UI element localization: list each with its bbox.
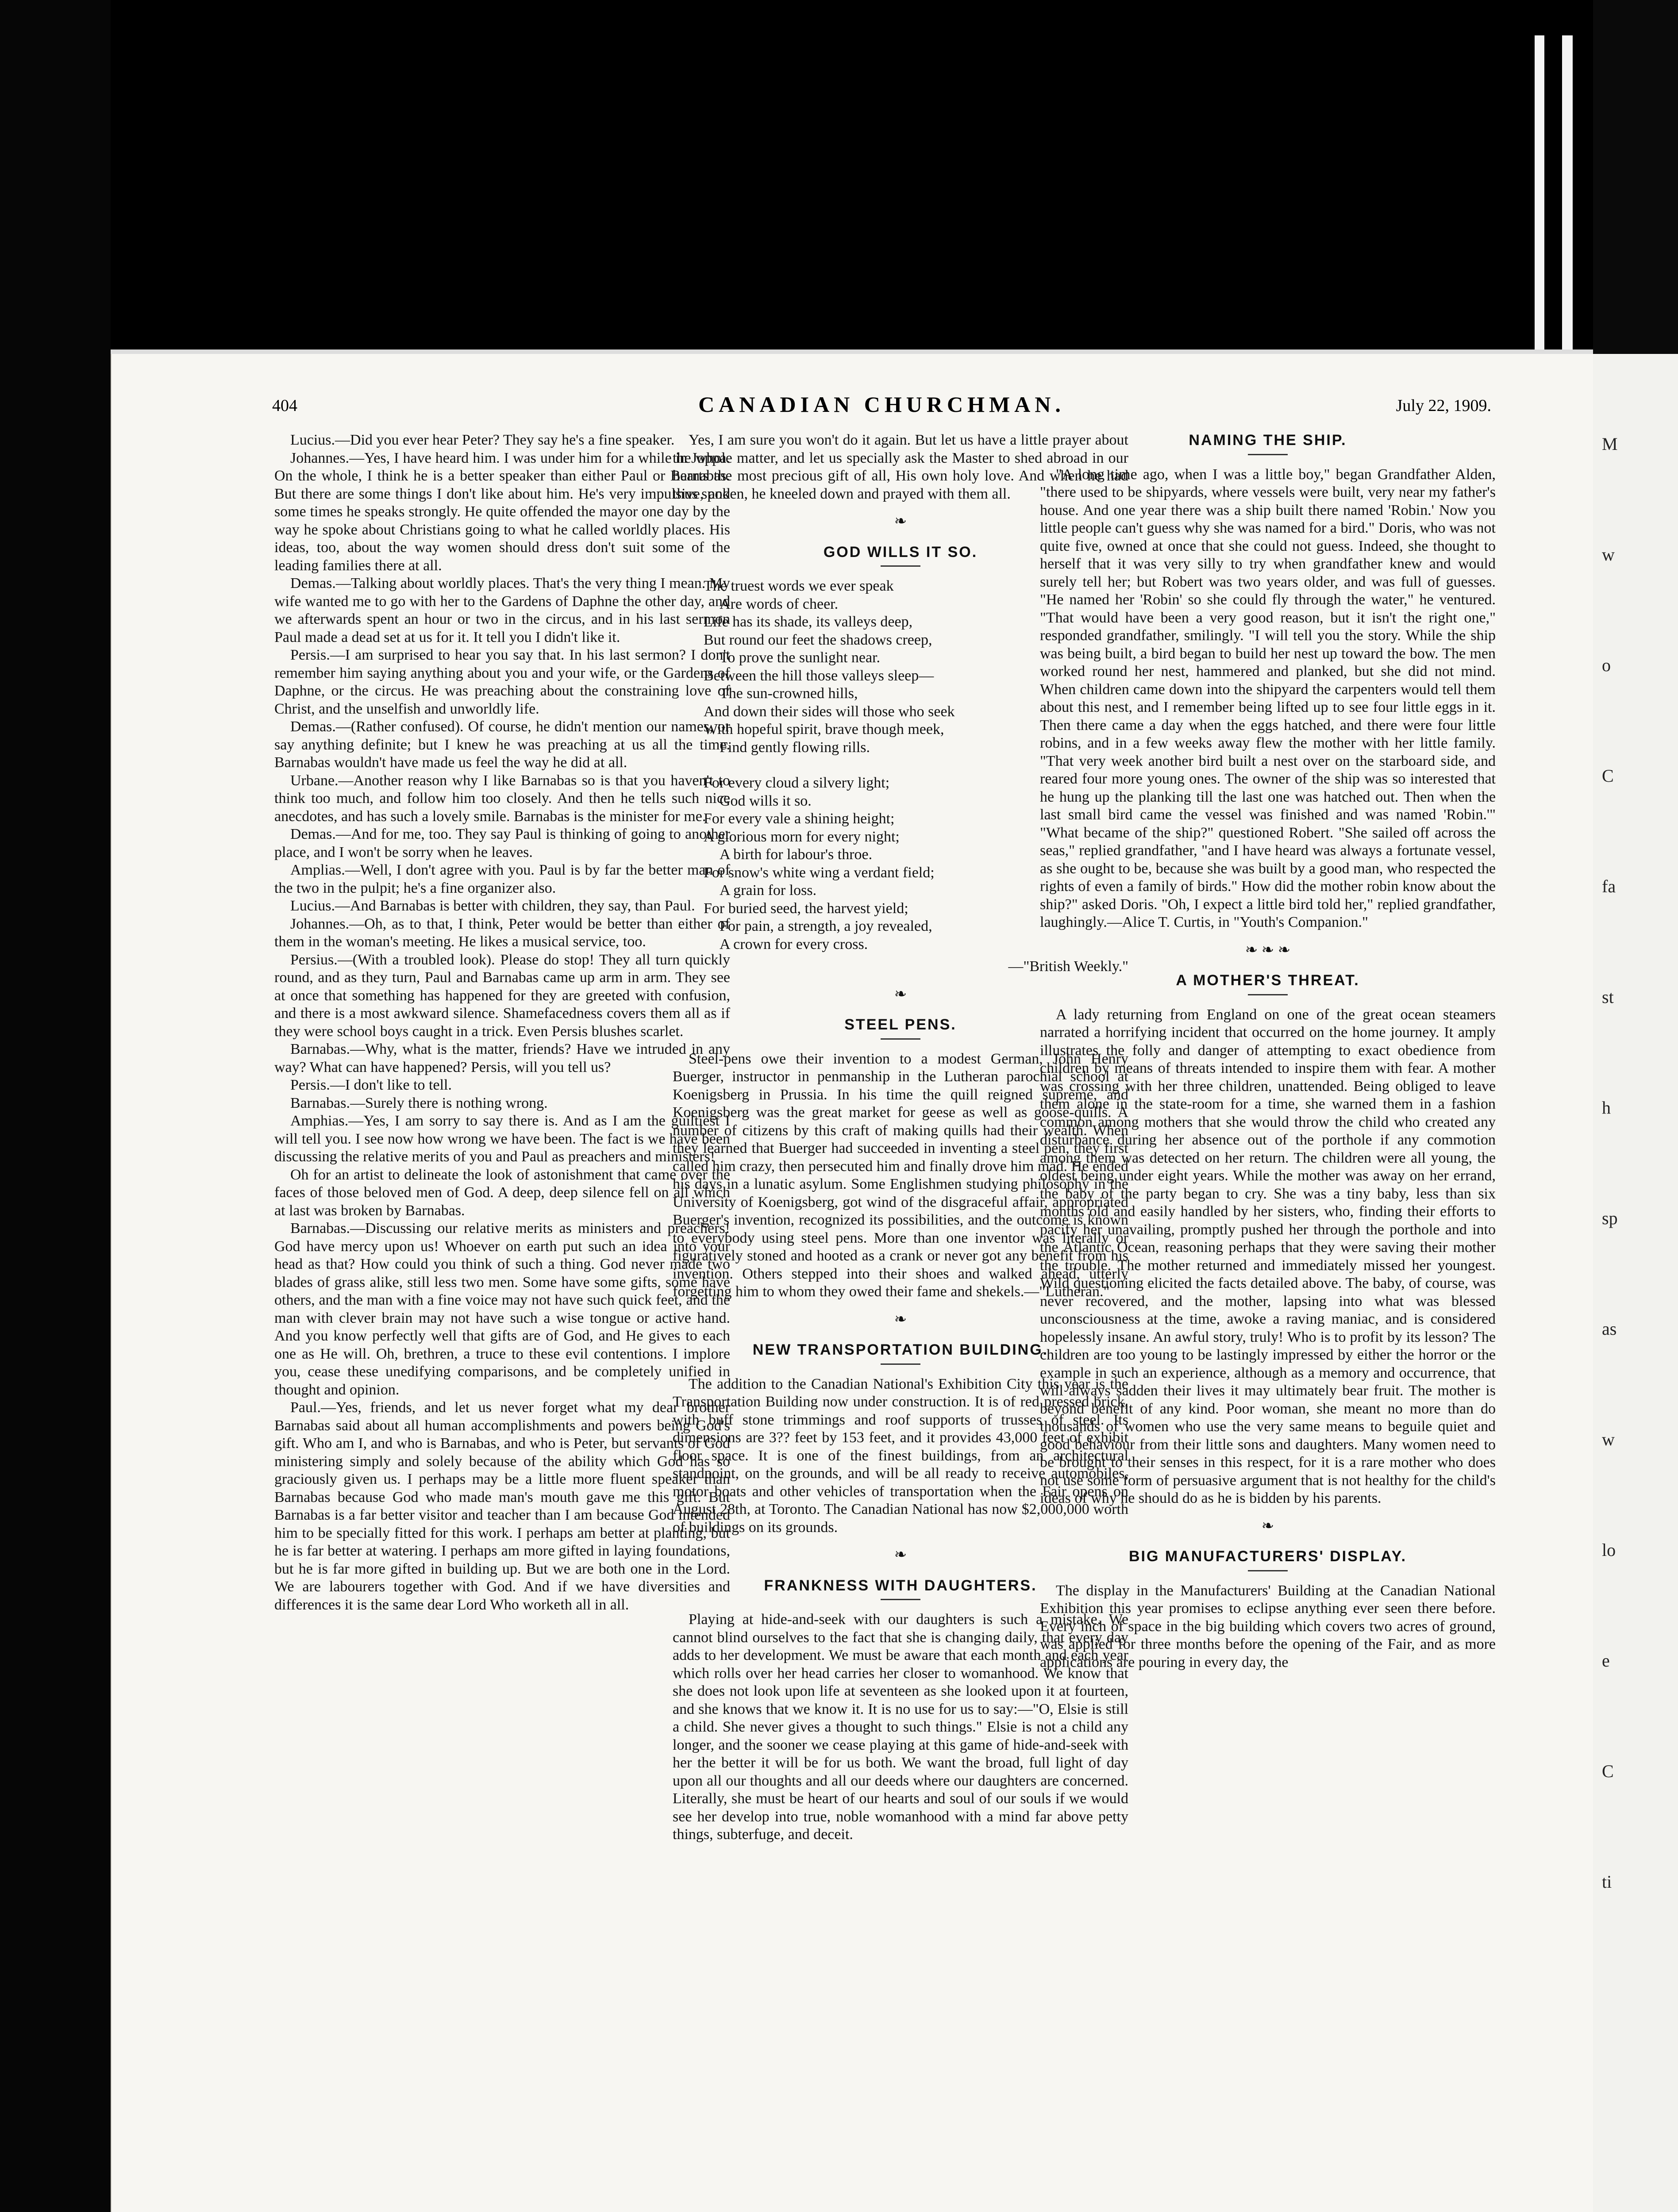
transportation-text: The addition to the Canadian National's Exhibition City this year is the Transportation Building now under construction. It is of red pressed brick, with buff stone trimmings and roof supports of trusses of steel. Its dimensions are 3?? feet by 153 feet, and it provides 43,000 feet of exhibit floor space. It is one of the finest buildings, from an architectural standpoint, on the grounds, and will be all ready to receive automobiles, motor boats and other vehicles of transportation when the Fair opens on August 28th, at Toronto. The Canadian National has now $2,000,000 worth of buildings on its grounds. <box>673 1375 1128 1536</box>
scan-border-left <box>0 0 111 2212</box>
issue-date: July 22, 1909. <box>1396 396 1491 415</box>
poem-line: The sun-crowned hills, <box>720 685 858 702</box>
poem-line: God wills it so. <box>720 792 812 809</box>
naming-ship-title: NAMING THE SHIP. <box>1189 432 1347 449</box>
steel-pens-text: Steel-pens owe their invention to a modest German, John Henry Buerger, instructor in penmanship in the Lutheran parochial school at Koenigsberg in Prussia. In his time the quill reigned supreme, and Koenigsberg was the great market for geese as well as goose-quills. A number of citizens by this craft of making quills had their wealth. When they learned that Buerger had succeeded in inventing a steel pen, they first called him crazy, then persecuted him and finally drove him mad. He ended his days in a lunatic asylum. Some Englishmen studying philosophy in the University of Koenigsberg, got wind of the disgraceful affair, appropriated Buerger's invention, recognized its possibilities, and the outcome is known to everybody using steel pens. More than one inventor was literally or figuratively stoned and hooted as a crank or never got any benefit from his invention. Others stepped into their shoes and walked ahead, utterly forgetting him to whom they owed their fame and shekels.—"Lutheran." <box>673 1050 1128 1300</box>
page-number: 404 <box>272 396 297 415</box>
frankness-title: FRANKNESS WITH DAUGHTERS. <box>764 1577 1037 1594</box>
poem-line: Between the hill those valleys sleep— <box>704 667 934 684</box>
next-page-text-fragment: e <box>1602 1651 1610 1671</box>
next-page-text-fragment: h <box>1602 1098 1611 1118</box>
title-rule <box>881 565 920 567</box>
next-page-text-fragment: M <box>1602 434 1618 454</box>
poem-line: To prove the sunlight near. <box>720 649 881 666</box>
next-page-edge <box>1593 354 1678 2212</box>
page-edge <box>111 354 112 2212</box>
ornament-4: ❧ <box>894 1547 907 1563</box>
title-rule <box>1248 1570 1288 1571</box>
dialogue-paragraph: Urbane.—Another reason why I like Barnabas so is that you haven't to think too much, and follow him too closely. And then he tells such nice anecdotes, and has such a lovely smile. Barnabas is the minister for me. <box>274 772 730 825</box>
poem-line: For every cloud a silvery light; <box>704 775 890 791</box>
dialogue-paragraph: Johannes.—Yes, I have heard him. I was under him for a while in Joppa. On the whole, I think he is a better speaker than either Paul or Barnabas. But there are some things I don't like about him. He's very impulsive, and some times he speaks strongly. He quite offended the mayor one day by the way he spoke about Christians going to what he called worldly places. His ideas, too, about the way women should dress don't suit some of the leading families there at all. <box>274 449 730 574</box>
ornament-3: ❧ <box>894 1311 907 1328</box>
next-page-text-fragment: fa <box>1602 876 1616 896</box>
dialogue-paragraph: Demas.—Talking about worldly places. That's the very thing I mean. My wife wanted me to go with her to the Gardens of Daphne the other day, and we afterwards spent an hour or two in the circus, and in his last sermon Paul made a dead set at us for it. It tell you I didn't like it. <box>274 575 730 645</box>
poem-line: For buried seed, the harvest yield; <box>704 900 908 917</box>
mothers-threat-text: A lady returning from England on one of the great ocean steamers narrated a horrifying incident that occurred on the home journey. It amply illustrates the folly and danger of attempting to exact obedience from children by means of threats intended to inspire them with fear. A mother was crossing with her three children, unattended. Being obliged to leave them alone in the state-room for a time, she warned them in a fashion common among mothers that she would throw the child who created any disturbance during her absence out of the porthole if any commotion among them was detected on her return. The children were all young, the oldest being under eight years. While the mother was away on her errand, the baby of the party began to cry. She was a tiny baby, less than six months old and easily handled by her sisters, who, finding their efforts to pacify her unavailing, promptly pushed her through the porthole and into the Atlantic Ocean, reasoning perhaps that they were saving their mother the trouble. The mother returned and immediately missed her youngest. Wild questioning elicited the facts detailed above. The baby, of course, was never recovered, and the mother, lapsing into what was blessed unconsciousness at the time, awoke a raving maniac, and is considered hopelessly insane. An awful story, truly! Who is to profit by its lesson? The children are too young to be lastingly impressed by either the horror or the example in such an experience, although as a memory and occurrence, that will always sadden their lives it may ultimately bear fruit. The mother is beyond benefit of any kind. Poor woman, she meant no more than do thousands of women who use the very same means to beguile quiet and good behaviour from their little sons and daughters. Many women need to be brought to their senses in this respect, for it is a rare mother who does not use some form of persuasive argument that is not healthy for the child's ideas of why he should do as he is bidden by his parents. <box>1040 1006 1496 1506</box>
title-rule <box>1248 454 1288 455</box>
poem-line: A birth for labour's throe. <box>720 846 873 863</box>
transportation-title: NEW TRANSPORTATION BUILDING. <box>752 1341 1049 1358</box>
next-page-text-fragment: C <box>1602 766 1614 786</box>
dialogue-paragraph: Demas.—And for me, too. They say Paul is thinking of going to another place, and I won't be sorry when he leaves. <box>274 826 730 860</box>
next-page-text-fragment: o <box>1602 655 1611 675</box>
poem-line: A crown for every cross. <box>720 936 868 952</box>
next-page-text-fragment: st <box>1602 987 1614 1007</box>
next-page-text-fragment: as <box>1602 1319 1617 1339</box>
poem-line: Are words of cheer. <box>720 595 839 612</box>
poem-line: But round our feet the shadows creep, <box>704 631 932 648</box>
next-page-text-fragment: lo <box>1602 1540 1616 1560</box>
dialogue-paragraph: Demas.—(Rather confused). Of course, he didn't mention our names, or say anything definite; but I knew he was preaching at us all the time. Barnabas wouldn't have made us feel the way he did at all. <box>274 718 730 771</box>
mothers-threat-title: A MOTHER'S THREAT. <box>1176 972 1360 989</box>
poem-attribution: —"British Weekly." <box>1008 958 1128 975</box>
dialogue-paragraph: Oh for an artist to delineate the look of astonishment that came over the faces of those beloved men of God. A deep, deep silence fell on all which at last was broken by Barnabas. <box>274 1166 730 1219</box>
dialogue-paragraph: Persis.—I don't like to tell. <box>290 1077 452 1093</box>
ornament-2: ❧ <box>894 986 907 1002</box>
title-rule <box>881 1599 920 1600</box>
dialogue-paragraph: Persis.—I am surprised to hear you say that. In his last sermon? I don't remember him saying anything about you and your wife, or the Gardens of Daphne, or the circus. He was preaching about the constraining love of Christ, and the unselfish and unworldly life. <box>274 647 730 717</box>
poem-line: A glorious morn for every night; <box>704 828 900 845</box>
next-page-text-fragment: ti <box>1602 1872 1612 1892</box>
manufacturers-text: The display in the Manufacturers' Building at the Canadian National Exhibition this year promises to eclipse anything ever seen there before. Every inch of space in the big building which covers two acres of ground, was applied for three months before the opening of the Fair, and as more applications are pouring in every day, the <box>1040 1582 1496 1671</box>
poem-line: For every vale a shining height; <box>704 810 895 827</box>
poem-title: GOD WILLS IT SO. <box>823 543 978 561</box>
column-left <box>274 431 730 1614</box>
title-rule <box>881 1363 920 1365</box>
dialogue-paragraph: Lucius.—And Barnabas is better with children, they say, than Paul. <box>290 898 695 914</box>
next-page-text-fragment: w <box>1602 545 1615 565</box>
poem-line: The truest words we ever speak <box>704 578 894 594</box>
dialogue-paragraph: Persius.—(With a troubled look). Please do stop! They all turn quickly round, and as they turn, Paul and Barnabas came up arm in arm. They see at once that something has happened for they are greeted with confusion, and there is a most awkward silence. Shamefacedness covers them all as if they were school boys caught in a trick. Even Persis blushes scarlet. <box>274 951 730 1040</box>
column-right <box>1040 431 1496 1671</box>
manufacturers-title: BIG MANUFACTURERS' DISPLAY. <box>1128 1548 1407 1565</box>
poem-line: And down their sides will those who seek <box>704 703 955 720</box>
poem-line: For pain, a strength, a joy revealed, <box>720 918 932 934</box>
next-page-text-fragment: C <box>1602 1761 1614 1781</box>
poem-line: For snow's white wing a verdant field; <box>704 864 935 881</box>
intro-paragraph: Yes, I am sure you won't do it again. But let us have a little prayer about the whole matter, and let us specially ask the Master to shed abroad in our hearts the most precious gift of all, His own holy love. And when he had thus spoken, he kneeled down and prayed with them all. <box>673 432 1128 502</box>
title-rule <box>881 1038 920 1040</box>
title-rule <box>1248 994 1288 995</box>
poem-line: Life has its shade, its valleys deep, <box>704 614 913 630</box>
ornament-5: ❧ ❧ ❧ <box>1245 941 1291 958</box>
dialogue-paragraph: Barnabas.—Discussing our relative merits as ministers and preachers! God have mercy upon us! Whoever on earth put such an idea into your head as that? How could you think of such a thing. God never made two blades of grass alike, still less two men. Some have some gifts, some have others, and the man with a fine voice may not have such quick feet, and the man with clever brain may not have such a wise tongue or active hand. And you know perfectly well that gifts are of God, and He gives to each one as He will. Oh, brethren, a truce to these evil contentions. I implore you, cease these unedifying comparisons, and be completely unified in thought and opinion. <box>274 1220 730 1398</box>
dialogue-paragraph: Amplias.—Well, I don't agree with you. Paul is by far the better man of the two in the pulpit; he's a fine organizer also. <box>274 862 730 896</box>
ornament-1: ❧ <box>894 513 907 530</box>
steel-pens-title: STEEL PENS. <box>844 1016 957 1033</box>
newspaper-page <box>111 349 1593 2212</box>
publication-title: CANADIAN CHURCHMAN. <box>698 392 1065 417</box>
page-header <box>272 392 1491 422</box>
dialogue-paragraph: Barnabas.—Why, what is the matter, friends? Have we intruded in any way? What can have happened? Persis, will you tell us? <box>274 1041 730 1075</box>
next-page-text-fragment: sp <box>1602 1208 1618 1228</box>
poem-line: With hopeful spirit, brave though meek, <box>704 721 944 737</box>
dialogue-paragraph: Lucius.—Did you ever hear Peter? They say he's a fine speaker. <box>290 432 675 448</box>
naming-ship-text: "A long time ago, when I was a little boy," began Grandfather Alden, "there used to be shipyards, where vessels were built, very near my father's house. And one year there was a ship built there named 'Robin.' Now you little people can't guess why she was named for a bird." Doris, who was not quite five, owned at once that she could not guess. Indeed, she thought to herself that it was very silly to try when grandfather knew and would surely tell her; but Robert was two years older, and was full of guesses. "He named her 'Robin' so she could fly through the water," he ventured. "That would have been a very good reason, but it isn't the right one," responded grandfather, smilingly. "I will tell you the story. While the ship was being built, a bird began to build her nest up toward the bow. The men worked round her nest, hammered and planked, but she did not mind. When children came down into the shipyard the carpenters would tell them about this nest, and I remember being lifted up to see four little eggs in it. Then there came a day when the eggs hatched, and there were four little robins, and in a few weeks away flew the mother with her little family. "That very week another bird built a nest over on the starboard side, and reared four more young ones. The owner of the ship was so interested that he hung up the planking till the last one was hatched out. Then when the last small bird came the vessel was finished and was named 'Robin.'" "What became of the ship?" questioned Robert. "She sailed off across the seas," replied grandfather, "and I have heard was always a fortunate vessel, as she ought to be, because she was built by a good man, who respected the rights of even a family of birds." How did the mother robin know about the ship?" asked Doris. "Oh, I expect a little bird told her," replied grandfather, laughingly.—Alice T. Curtis, in "Youth's Companion." <box>1040 466 1496 930</box>
next-page-text-fragment: w <box>1602 1429 1615 1449</box>
dialogue-paragraph: Johannes.—Oh, as to that, I think, Peter would be better than either of them in the woman's meeting. He likes a musical service, too. <box>274 915 730 950</box>
dialogue-paragraph: Amphias.—Yes, I am sorry to say there is. And as I am the guiltiest I will tell you. I see now how wrong we have been. The fact is we have been discussing the relative merits of you and Paul as preachers and ministers! <box>274 1113 730 1165</box>
ornament-6: ❧ <box>1261 1517 1274 1534</box>
poem-line: Find gently flowing rills. <box>720 739 870 756</box>
dialogue-paragraph: Paul.—Yes, friends, and let us never forget what my dear brother Barnabas said about all human accomplishments and powers being God's gift. Who am I, and who is Barnabas, and who is Peter, but servants of God ministering simply and solely because of the ability which God has so graciously given us. I perhaps may be a little more fluent speaker than Barnabas because God who made man's mouth gave me this gift. But Barnabas is a far better visitor and teacher than I am because God intended him to be specially fitted for this work. I perhaps am better at planting, but he is far better at watering. I perhaps am more gifted in laying foundations, but he is far more gifted in building up. But we are both one in the Lord. We are labourers together with God. And if we have diversities and differences it is the same dear Lord Who worketh all in all. <box>274 1399 730 1613</box>
poem-line: A grain for loss. <box>720 882 817 899</box>
frankness-text: Playing at hide-and-seek with our daughters is such a mistake. We cannot blind ourselves to the fact that she is changing daily, that every day adds to her development. We must be aware that each month and each year which rolls over her head carries her closer to womanhood. We know that she does not look upon life at seventeen as she looked upon it at fourteen, and she knows that we know it. It is no use for us to say:—"O, Elsie is still a child. She never gives a thought to such things." Elsie is not a child any longer, and the sooner we cease playing at this game of hide-and-seek with her the better it will be for us both. We want the broad, full light of day upon all our thoughts and all our deeds where our daughters are concerned. Literally, she must be heart of our hearts and soul of our souls if we would see her develop into true, noble womanhood with a mind far above petty things, subterfuge, and deceit. <box>673 1611 1128 1843</box>
dialogue-paragraph: Barnabas.—Surely there is nothing wrong. <box>290 1094 548 1111</box>
